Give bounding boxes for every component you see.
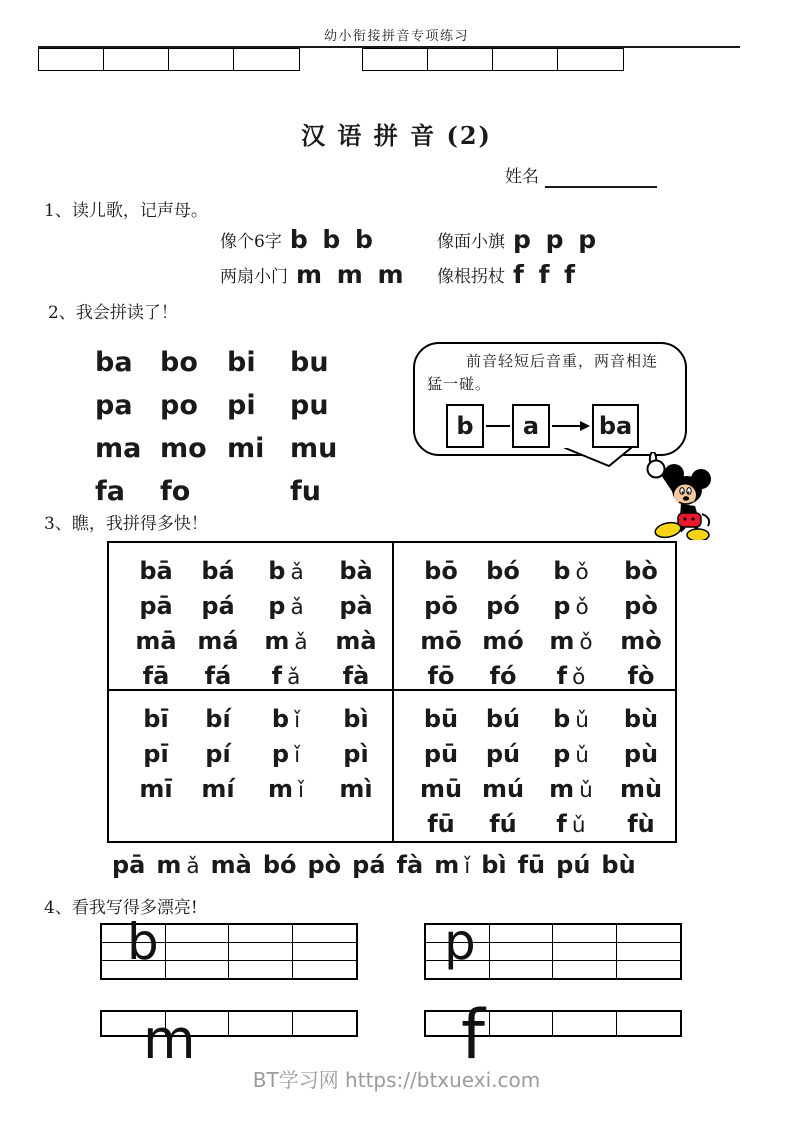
pinyin-syllable: mú: [481, 774, 525, 803]
pinyin-syllable: bu: [290, 347, 329, 378]
rhyme-letters: f f f: [513, 259, 579, 289]
syllable-cell: [549, 627, 592, 655]
pinyin-syllable: mù: [619, 774, 663, 803]
header-table-cell: [39, 49, 104, 70]
syllable-cell: [620, 627, 662, 655]
pinyin-syllable: p ǐ: [271, 739, 301, 768]
syllable-cell: [553, 592, 588, 620]
pinyin-syllable: fà: [342, 661, 370, 690]
writing-cell: [617, 961, 681, 978]
syllable-cell: [139, 557, 172, 585]
syllable-cell: [556, 810, 585, 838]
syllable-cell: [339, 775, 372, 803]
syllable-cell: [135, 627, 176, 655]
tone-quadrant-i: [109, 691, 394, 841]
pinyin-syllable: m ǔ: [549, 774, 593, 803]
syllable-cell: [95, 433, 160, 464]
syllable-cell: [290, 433, 355, 464]
bubble-line1: 前音轻短后音重，两音相连: [466, 352, 659, 370]
syllable-cell: [482, 775, 524, 803]
pinyin-syllable: bó: [262, 851, 297, 879]
name-blank-line: [545, 186, 657, 188]
header-table-right: [362, 48, 624, 71]
pinyin-syllable: bo: [160, 347, 198, 378]
syllable-cell: [490, 662, 517, 690]
syllable-cell: [272, 705, 300, 733]
pinyin-syllable: bù: [601, 851, 636, 879]
pinyin-syllable: fù: [627, 809, 655, 838]
syllable-cell: [201, 592, 234, 620]
syllable-cell: [424, 557, 458, 585]
pinyin-syllable: fū: [427, 809, 455, 838]
writing-cell: [293, 961, 357, 978]
name-label: 姓名: [505, 167, 539, 187]
syllable-cell: [143, 705, 168, 733]
arrow-right-icon: [552, 420, 590, 432]
writing-cell: [553, 961, 617, 978]
syllable-cell: [139, 775, 172, 803]
pinyin-syllable: mí: [201, 774, 235, 803]
pinyin-syllable: pū: [423, 739, 459, 768]
rhyme-item: [437, 224, 599, 254]
model-letter-b: b: [127, 913, 159, 971]
pinyin-syllable: mō: [420, 626, 462, 655]
footer: [0, 1064, 793, 1093]
syllable-cell: [160, 390, 227, 421]
rhyme-item: [220, 224, 376, 254]
writing-cell: [617, 925, 681, 943]
pinyin-syllable: bi: [227, 347, 256, 378]
pinyin-syllable: m ǎ: [264, 626, 308, 655]
pinyin-syllable: fā: [142, 661, 170, 690]
syllable-cell: [343, 705, 368, 733]
pinyin-syllable: f ǔ: [556, 809, 586, 838]
pinyin-syllable: pà: [339, 591, 373, 620]
syllable-cell: [624, 557, 658, 585]
syllable-cell: [264, 627, 307, 655]
document-header-title: 幼小衔接拼音专项练习: [323, 29, 469, 44]
model-letter-f: f: [461, 996, 485, 1075]
pinyin-syllable: pó: [486, 591, 520, 620]
pinyin-syllable: fo: [160, 476, 191, 507]
syllable-cell: [201, 775, 234, 803]
header-table-cell: [363, 49, 428, 70]
pinyin-syllable: bò: [624, 556, 658, 585]
syllable-cell: [95, 347, 160, 378]
pinyin-syllable: bì: [343, 704, 369, 733]
bubble-tail: [563, 448, 635, 468]
pinyin-syllable: pā: [112, 851, 146, 879]
syllable-cell: [268, 557, 303, 585]
writing-cell: [490, 1012, 554, 1035]
syllable-cell: [624, 740, 658, 768]
syllable-cell: [553, 705, 589, 733]
syllable-cell: [339, 557, 372, 585]
pinyin-syllable: pá: [201, 591, 235, 620]
pinyin-syllable: pī: [143, 739, 169, 768]
syllable-cell: [290, 390, 355, 421]
syllable-cell: [268, 592, 303, 620]
tone-quadrant-o: [394, 543, 675, 691]
pinyin-syllable: mo: [160, 433, 207, 464]
syllable-cell: [143, 740, 168, 768]
pinyin-syllable: bà: [339, 556, 373, 585]
bubble-line2: 猛一碰。: [427, 374, 492, 393]
pinyin-syllable: pì: [343, 739, 369, 768]
pinyin-syllable: b ǐ: [271, 704, 301, 733]
pinyin-syllable: pi: [227, 390, 256, 421]
rhyme-item: [220, 259, 407, 289]
pinyin-syllable: po: [160, 390, 198, 421]
rhyme-text: 像根拐杖: [437, 266, 505, 287]
pinyin-syllable: pá: [352, 851, 386, 879]
pinyin-syllable: má: [197, 626, 239, 655]
rhyme-text: 像个6字: [220, 231, 282, 252]
pinyin-syllable: ma: [95, 433, 142, 464]
pinyin-syllable: b ǔ: [553, 704, 589, 733]
pinyin-syllable: mà: [335, 626, 377, 655]
header-table-cell: [234, 49, 299, 70]
syllable-cell: [335, 627, 376, 655]
pinyin-syllable: pā: [139, 591, 173, 620]
pinyin-syllable: ba: [95, 347, 133, 378]
pinyin-syllable: b ǎ: [268, 556, 304, 585]
rhyme-letters: b b b: [289, 224, 376, 254]
pinyin-syllable: b ǒ: [553, 556, 589, 585]
pinyin-syllable: fa: [95, 476, 125, 507]
writing-cell: [166, 925, 230, 943]
pinyin-syllable: fú: [489, 809, 517, 838]
syllable-cell: [424, 592, 458, 620]
pinyin-syllable: pí: [205, 739, 231, 768]
pinyin-syllable: f ǒ: [556, 661, 586, 690]
syllable-cell: [201, 557, 234, 585]
pinyin-syllable: fó: [489, 661, 517, 690]
model-letter-m: m: [143, 1008, 196, 1071]
pinyin-syllable: mi: [227, 433, 265, 464]
syllable-cell: [427, 810, 455, 838]
writing-cell: [293, 943, 357, 961]
syllable-cell: [420, 627, 462, 655]
bubble-text: [415, 350, 685, 395]
rhyme-item: [437, 259, 578, 289]
syllable-cell: [424, 740, 458, 768]
syllable-cell: [139, 592, 172, 620]
writing-cell: [229, 961, 293, 978]
pinyin-syllable: bú: [485, 704, 521, 733]
writing-cell: [617, 1012, 681, 1035]
syllable-cell: [557, 662, 586, 690]
pinyin-syllable: m ǐ: [434, 851, 471, 879]
pinyin-syllable: f ǎ: [271, 661, 301, 690]
pinyin-syllable: pu: [290, 390, 329, 421]
pinyin-syllable: pò: [624, 591, 658, 620]
section4-heading: 4、看我写得多漂亮!: [44, 898, 198, 918]
writing-grid-m: [100, 1010, 358, 1037]
pinyin-syllable: bá: [201, 556, 235, 585]
section2-heading: 2、我会拼读了！: [48, 303, 178, 323]
tone-quadrant-u: [394, 691, 675, 841]
rhyme-text: 两扇小门: [220, 266, 288, 287]
syllable-cell: [549, 775, 593, 803]
syllable-cell: [343, 740, 368, 768]
rhyme-text: 像面小旗: [437, 231, 505, 252]
syllable-cell: [486, 740, 520, 768]
pinyin-syllable: mó: [482, 626, 524, 655]
syllable-cell: [482, 627, 524, 655]
syllable-cell: [197, 627, 238, 655]
pinyin-syllable: fū: [517, 851, 546, 879]
pinyin-syllable: mā: [135, 626, 177, 655]
header-table-cell: [169, 49, 234, 70]
pinyin-syllable: bū: [423, 704, 459, 733]
writing-cell: [229, 943, 293, 961]
syllable-cell: [272, 662, 301, 690]
header-table-left: [38, 48, 300, 71]
syllable-cell: [624, 705, 658, 733]
pinyin-syllable: bó: [486, 556, 520, 585]
pinyin-syllable: pù: [623, 739, 659, 768]
pinyin-syllable: m ǎ: [156, 851, 200, 879]
writing-cell: [490, 925, 554, 943]
pinyin-syllable: pō: [424, 591, 458, 620]
writing-cell: [490, 943, 554, 961]
writing-cell: [166, 961, 230, 978]
writing-cell: [229, 925, 293, 943]
footer-link[interactable]: BT学习网 https://btxuexi.com: [252, 1068, 541, 1092]
pinyin-syllable: p ǒ: [553, 591, 589, 620]
syllable-cell: [227, 433, 290, 464]
writing-cell: [617, 943, 681, 961]
pinyin-syllable: fà: [396, 851, 424, 879]
mickey-mouse-image: [640, 452, 718, 540]
pinyin-syllable: fá: [204, 661, 232, 690]
pinyin-syllable: mà: [210, 851, 252, 879]
writing-cell: [490, 961, 554, 978]
pinyin-syllable: p ǎ: [268, 591, 304, 620]
pinyin-syllable: fò: [627, 661, 655, 690]
pinyin-syllable: pú: [485, 739, 521, 768]
pinyin-syllable: mī: [139, 774, 173, 803]
pinyin-syllable: pò: [307, 851, 342, 879]
syllable-cell: [268, 775, 304, 803]
speech-bubble: [413, 342, 687, 456]
syllable-cell: [272, 740, 300, 768]
writing-cell: [166, 943, 230, 961]
pinyin-syllable: fō: [427, 661, 455, 690]
syllable-cell: [424, 705, 458, 733]
section1-heading: 1、读儿歌，记声母。: [44, 201, 208, 221]
header-table-cell: [104, 49, 169, 70]
syllable-cell: [95, 390, 160, 421]
pinyin-syllable: mu: [290, 433, 338, 464]
syllable-cell: [227, 347, 290, 378]
initial-box: b: [446, 404, 484, 448]
pinyin-syllable: mò: [620, 626, 662, 655]
writing-cell: [293, 925, 357, 943]
syllable-cell: [343, 662, 370, 690]
syllable-cell: [160, 433, 227, 464]
pinyin-syllable: bì: [481, 851, 507, 879]
pinyin-syllable: pa: [95, 390, 133, 421]
writing-cell: [553, 943, 617, 961]
writing-cell: [293, 1012, 357, 1035]
section3-heading: 3、瞧，我拼得多快！: [44, 514, 208, 534]
header-table-cell: [493, 49, 558, 70]
final-box: a: [512, 404, 550, 448]
syllable-cell: [553, 557, 588, 585]
pinyin-syllable: bī: [143, 704, 169, 733]
pinyin-syllable: m ǐ: [267, 774, 304, 803]
result-box: ba: [592, 404, 639, 448]
header-table-cell: [428, 49, 493, 70]
syllable-cell: [486, 592, 520, 620]
writing-cell: [229, 1012, 293, 1035]
pinyin-syllable: p ǔ: [553, 739, 589, 768]
tone-quadrant-a: [109, 543, 394, 691]
syllable-cell: [290, 347, 355, 378]
pinyin-syllable: bō: [424, 556, 458, 585]
syllable-cell: [160, 347, 227, 378]
tone-table: [107, 541, 677, 843]
writing-cell: [553, 1012, 617, 1035]
pinyin-syllable: m ǒ: [549, 626, 593, 655]
syllable-cell: [624, 592, 658, 620]
practice-syllable-row: [112, 851, 692, 879]
pinyin-syllable: bù: [623, 704, 659, 733]
syllable-cell: [428, 662, 455, 690]
pinyin-syllable: mū: [419, 774, 463, 803]
pinyin-syllable-grid: [95, 341, 355, 513]
connector-line: [486, 425, 510, 427]
header-table-cell: [558, 49, 623, 70]
syllable-cell: [489, 810, 517, 838]
syllable-cell: [486, 557, 520, 585]
syllable-cell: [227, 390, 290, 421]
syllable-cell: [143, 662, 170, 690]
pinyin-syllable: pú: [556, 851, 591, 879]
syllable-cell: [627, 810, 655, 838]
model-letter-p: p: [444, 913, 476, 971]
pinyin-syllable: mì: [339, 774, 373, 803]
syllable-cell: [160, 476, 227, 507]
rhyme-letters: p p p: [513, 224, 600, 254]
syllable-cell: [290, 476, 355, 507]
syllable-cell: [620, 775, 662, 803]
syllable-cell: [486, 705, 520, 733]
pinyin-syllable: bí: [205, 704, 231, 733]
syllable-cell: [205, 662, 232, 690]
syllable-cell: [553, 740, 589, 768]
rhyme-letters: m m m: [296, 259, 407, 289]
syllable-cell: [205, 740, 230, 768]
writing-cell: [553, 925, 617, 943]
pinyin-syllable: fu: [290, 476, 321, 507]
syllable-cell: [339, 592, 372, 620]
syllable-cell: [420, 775, 462, 803]
pinyin-syllable: bā: [139, 556, 173, 585]
syllable-cell: [95, 476, 160, 507]
syllable-cell: [628, 662, 655, 690]
page-title: 汉 语 拼 音 (2): [301, 121, 492, 150]
syllable-cell: [205, 705, 230, 733]
